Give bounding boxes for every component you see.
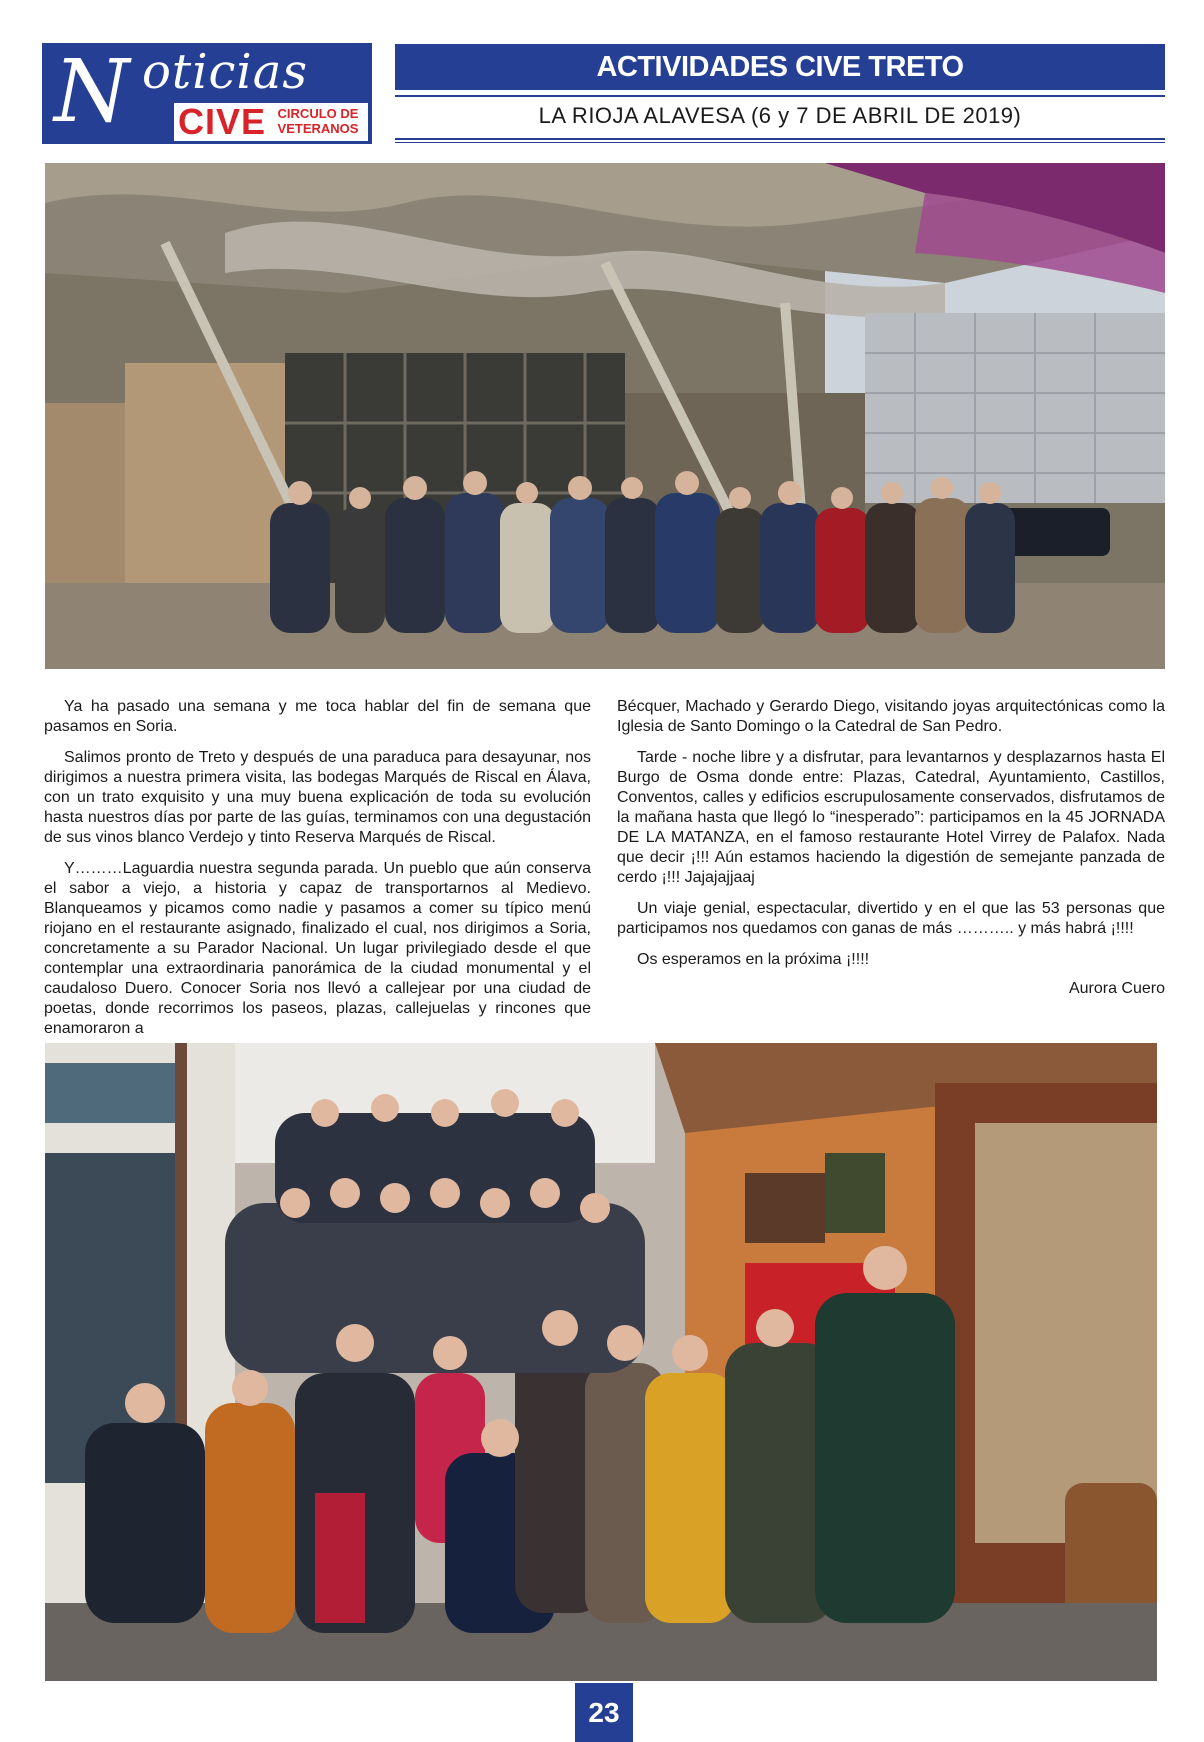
article-paragraph: Y………Laguardia nuestra segunda parada. Un pueblo que aún conserva el sabor a viejo, a historia y capaz de transportarnos al Medievo. Blanqueamos y picamos como nadie y pasamos a comer su típico menú riojano en el restaurante asignado, finalizado el cual, nos dirigimos a Soria, concretamente a su Parador Nacional. Un lugar privilegiado desde el que contemplar una extraordinaria panorámica de la ciudad monumental y el caudaloso Duero. Conocer Soria nos llevó a callejear por una ciudad de poetas, donde recorrimos los paseos, plazas, callejuelas y rincones que enamoraron a bbox=[44, 860, 591, 1037]
page-number: 23 bbox=[575, 1683, 633, 1742]
group-photo-street bbox=[45, 1043, 1157, 1681]
article-paragraph: Ya ha pasado una semana y me toca hablar del fin de semana que pasamos en Soria. bbox=[44, 698, 591, 735]
section-title: ACTIVIDADES CIVE TRETO bbox=[596, 50, 964, 83]
article-paragraph: Tarde - noche libre y a disfrutar, para levantarnos y desplazarnos hasta El Burgo de Osma donde entre: Plazas, Catedral, Ayuntamiento, Castillos, Conventos, calles y edificios escrupulosamente conservados, disfrutamos de la mañana hasta que llegó lo “inesperado”: participamos en la 45 JORNADA DE LA MATANZA, en el famoso restaurante Hotel Virrey de Palafox. Nada que decir ¡!!! Aún estamos haciendo la digestión de semejante panzada de cerdo ¡!!! Jajajajjaaj bbox=[617, 749, 1165, 886]
logo-tagline bbox=[270, 106, 366, 136]
street-photo-illustration bbox=[45, 1043, 1157, 1681]
article-paragraph: Un viaje genial, espectacular, divertido y en el que las 53 personas que participamos nos quedamos con ganas de más ……….. y más habrá ¡!!!! bbox=[617, 900, 1165, 937]
article-paragraph: Os esperamos en la próxima ¡!!!! bbox=[637, 951, 870, 968]
logo-initial: N bbox=[54, 42, 130, 142]
page-subtitle: LA RIOJA ALAVESA (6 y 7 DE ABRIL DE 2019) bbox=[538, 103, 1022, 128]
logo-brand-box bbox=[174, 103, 368, 141]
logo-tagline-line2: VETERANOS bbox=[277, 121, 359, 136]
article-author: Aurora Cuero bbox=[1068, 980, 1165, 997]
logo-title: oticias bbox=[142, 44, 309, 100]
logo-tagline-line1: CIRCULO DE bbox=[277, 106, 359, 121]
group-photo-bodega bbox=[45, 163, 1165, 669]
article-column-left bbox=[44, 697, 591, 1050]
section-title-bar bbox=[395, 44, 1165, 90]
article-column-right bbox=[617, 697, 1165, 1010]
article-paragraph: Salimos pronto de Treto y después de una paraduca para desayunar, nos dirigimos a nuestra primera visita, las bodegas Marqués de Riscal en Álava, con un trato exquisito y una muy buena explicación de toda su evolución hasta nuestros días por parte de las guías, terminamos con una degustación de sus vinos blanco Verdejo y tinto Reserva Marqués de Riscal. bbox=[44, 749, 591, 846]
header-rule-top bbox=[395, 95, 1165, 97]
bodega-photo-illustration bbox=[45, 163, 1165, 669]
article-paragraph: Bécquer, Machado y Gerardo Diego, visitando joyas arquitectónicas como la Iglesia de Santo Domingo o la Catedral de San Pedro. bbox=[617, 698, 1165, 735]
logo-brand: CIVE bbox=[178, 101, 267, 142]
header-rule-bottom-thin bbox=[395, 142, 1165, 143]
noticias-cive-logo bbox=[42, 43, 372, 144]
header-rule-bottom bbox=[395, 138, 1165, 140]
